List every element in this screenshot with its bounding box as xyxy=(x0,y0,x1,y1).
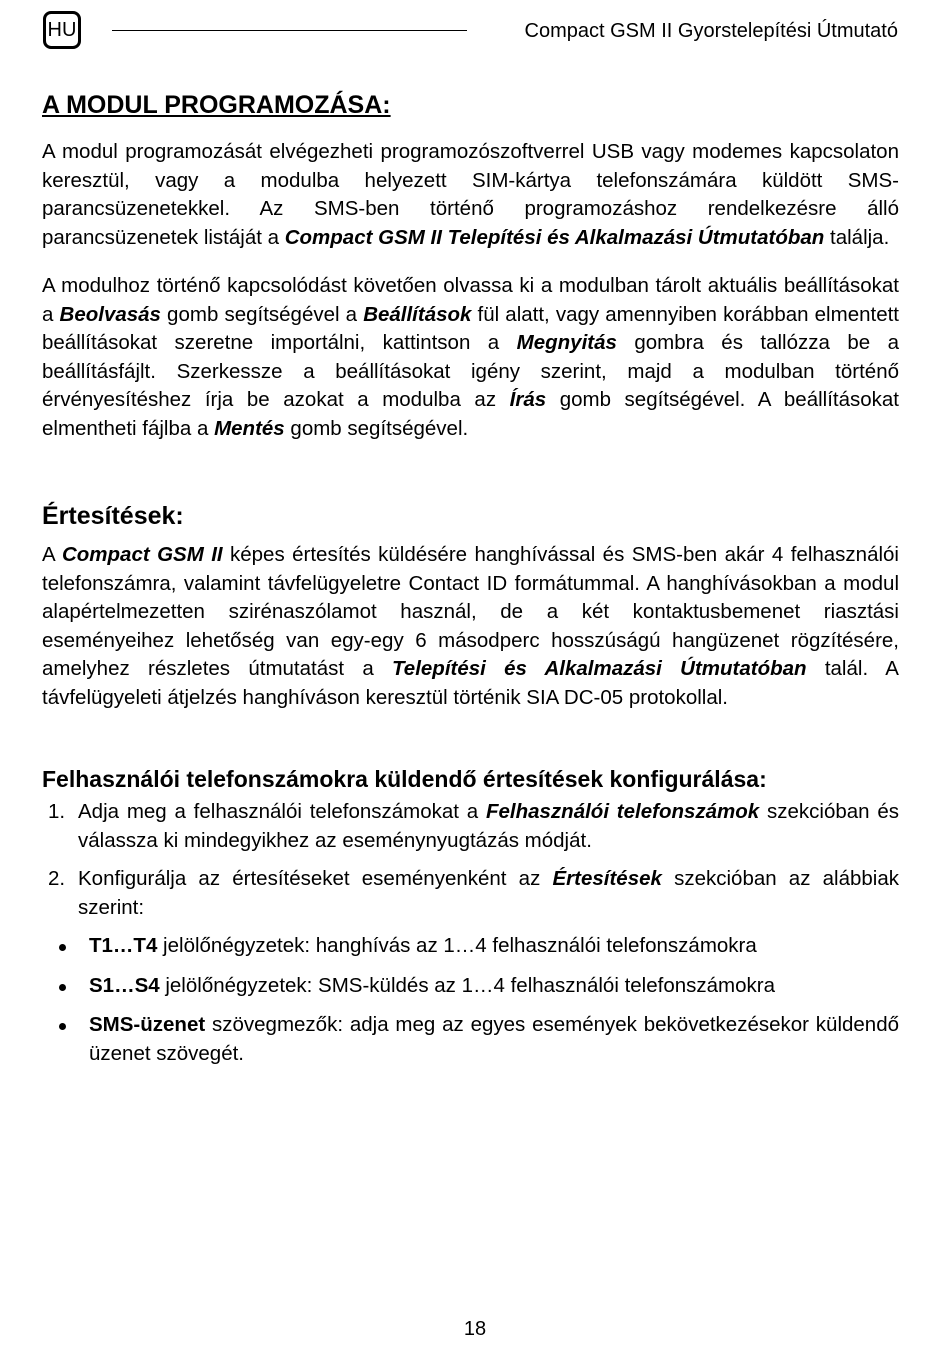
language-badge: HU xyxy=(43,11,81,49)
header-rule xyxy=(112,30,467,31)
section-heading-user-notifications: Felhasználói telefonszámokra küldendő értesítések konfigurálása: xyxy=(42,766,767,792)
open-button-ref: Megnyitás xyxy=(516,331,617,354)
text-run: jelölőnégyzetek: hanghívás az 1…4 felhasználói telefonszámokra xyxy=(157,934,757,957)
text-run: gomb segítségével. xyxy=(284,416,469,440)
manual-reference: Telepítési és Alkalmazási Útmutatóban xyxy=(392,657,807,680)
list-item xyxy=(42,798,899,855)
section-ref: Értesítések xyxy=(552,867,662,890)
text-run: találja. xyxy=(824,225,890,249)
notification-options-list xyxy=(42,932,899,1068)
bullet-icon xyxy=(59,984,66,991)
settings-tab-ref: Beállítások xyxy=(363,302,472,326)
config-steps-list xyxy=(42,798,899,922)
text-run: A modulhoz történő kapcsolódást követően olvassa ki a modulban tárolt aktuális beállításokat a xyxy=(42,274,899,326)
text-run: Konfigurálja az értesítéseket eseményenként az xyxy=(78,867,553,890)
save-button-ref: Mentés xyxy=(214,416,285,440)
step-number: 2. xyxy=(48,867,66,890)
option-name: S1…S4 xyxy=(89,973,160,997)
bullet-icon xyxy=(59,944,66,951)
page-number: 18 xyxy=(463,1318,487,1340)
read-button-ref: Beolvasás xyxy=(59,302,161,326)
product-name: Compact GSM II xyxy=(61,543,223,566)
text-run: gomb segítségével a xyxy=(160,302,364,326)
text-run: képes értesítés küldésére hanghívással és SMS-ben akár 4 felhasználói telefonszámra, valamint távfelügyeletre Contact ID formátummal. A hanghívásokban a modul alapértelmezetten szirénaszólamot használ, de a két kontaktusbemenet riasztási eseményeihez lehetőség van egy-egy 6 másodperc hosszúságú hangüzenet rögzítésére, amelyhez részletes útmutatást a xyxy=(42,543,899,680)
bullet-icon xyxy=(59,1023,66,1030)
text-run: talál. A távfelügyeleti átjelzés hanghíváson keresztül történik SIA DC-05 protokollal. xyxy=(42,657,899,709)
text-run: gomb segítségével. A beállításokat elmentheti fájlba a xyxy=(42,388,899,440)
text-run: jelölőnégyzetek: SMS-küldés az 1…4 felhasználói telefonszámokra xyxy=(159,973,775,997)
option-name: SMS-üzenet xyxy=(89,1013,206,1036)
write-button-ref: Írás xyxy=(509,388,547,411)
text-run: gombra és tallózza be a beállításfájlt. Szerkessze a beállításokat igény szerint, majd a modulban történő érvényesítéshez írja be azokat a modulba az xyxy=(42,331,899,411)
text-run: szekcióban az alábbiak szerint: xyxy=(78,867,899,919)
text-run: A xyxy=(42,543,62,566)
step-number: 1. xyxy=(48,800,66,823)
section-heading-programming: A MODUL PROGRAMOZÁSA: xyxy=(42,91,391,119)
list-item xyxy=(42,865,899,922)
text-run: szekcióban és válassza ki mindegyikhez az eseménynyugtázás módját. xyxy=(78,800,899,852)
text-run: szövegmezők: adja meg az egyes események bekövetkezésekor küldendő üzenet szövegét. xyxy=(89,1013,899,1065)
text-run: fül alatt, vagy amennyiben korábban elmentett beállításokat szeretne importálni, kattintson a xyxy=(42,302,899,354)
paragraph-programming-intro xyxy=(42,138,899,252)
main-content xyxy=(42,85,899,1079)
section-ref: Felhasználói telefonszámok xyxy=(485,800,760,823)
list-item xyxy=(42,972,899,1001)
list-item xyxy=(42,1011,899,1068)
section-heading-notifications: Értesítések: xyxy=(42,502,184,530)
list-item xyxy=(42,932,899,961)
option-name: T1…T4 xyxy=(89,934,158,957)
paragraph-notifications xyxy=(42,541,899,712)
text-run: Adja meg a felhasználói telefonszámokat a xyxy=(78,800,486,823)
header-title: Compact GSM II Gyorstelepítési Útmutató xyxy=(524,20,898,42)
manual-reference: Compact GSM II Telepítési és Alkalmazási Útmutatóban xyxy=(284,225,825,249)
paragraph-programming-steps xyxy=(42,272,899,443)
text-run: A modul programozását elvégezheti programozószoftverrel USB vagy modemes kapcsolaton keresztül, vagy a modulba helyezett SIM-kártya telefonszámára küldött SMS-parancsüzenetekkel. Az SMS-ben történő programozáshoz rendelkezésre álló parancsüzenetek listáját a xyxy=(42,140,899,249)
